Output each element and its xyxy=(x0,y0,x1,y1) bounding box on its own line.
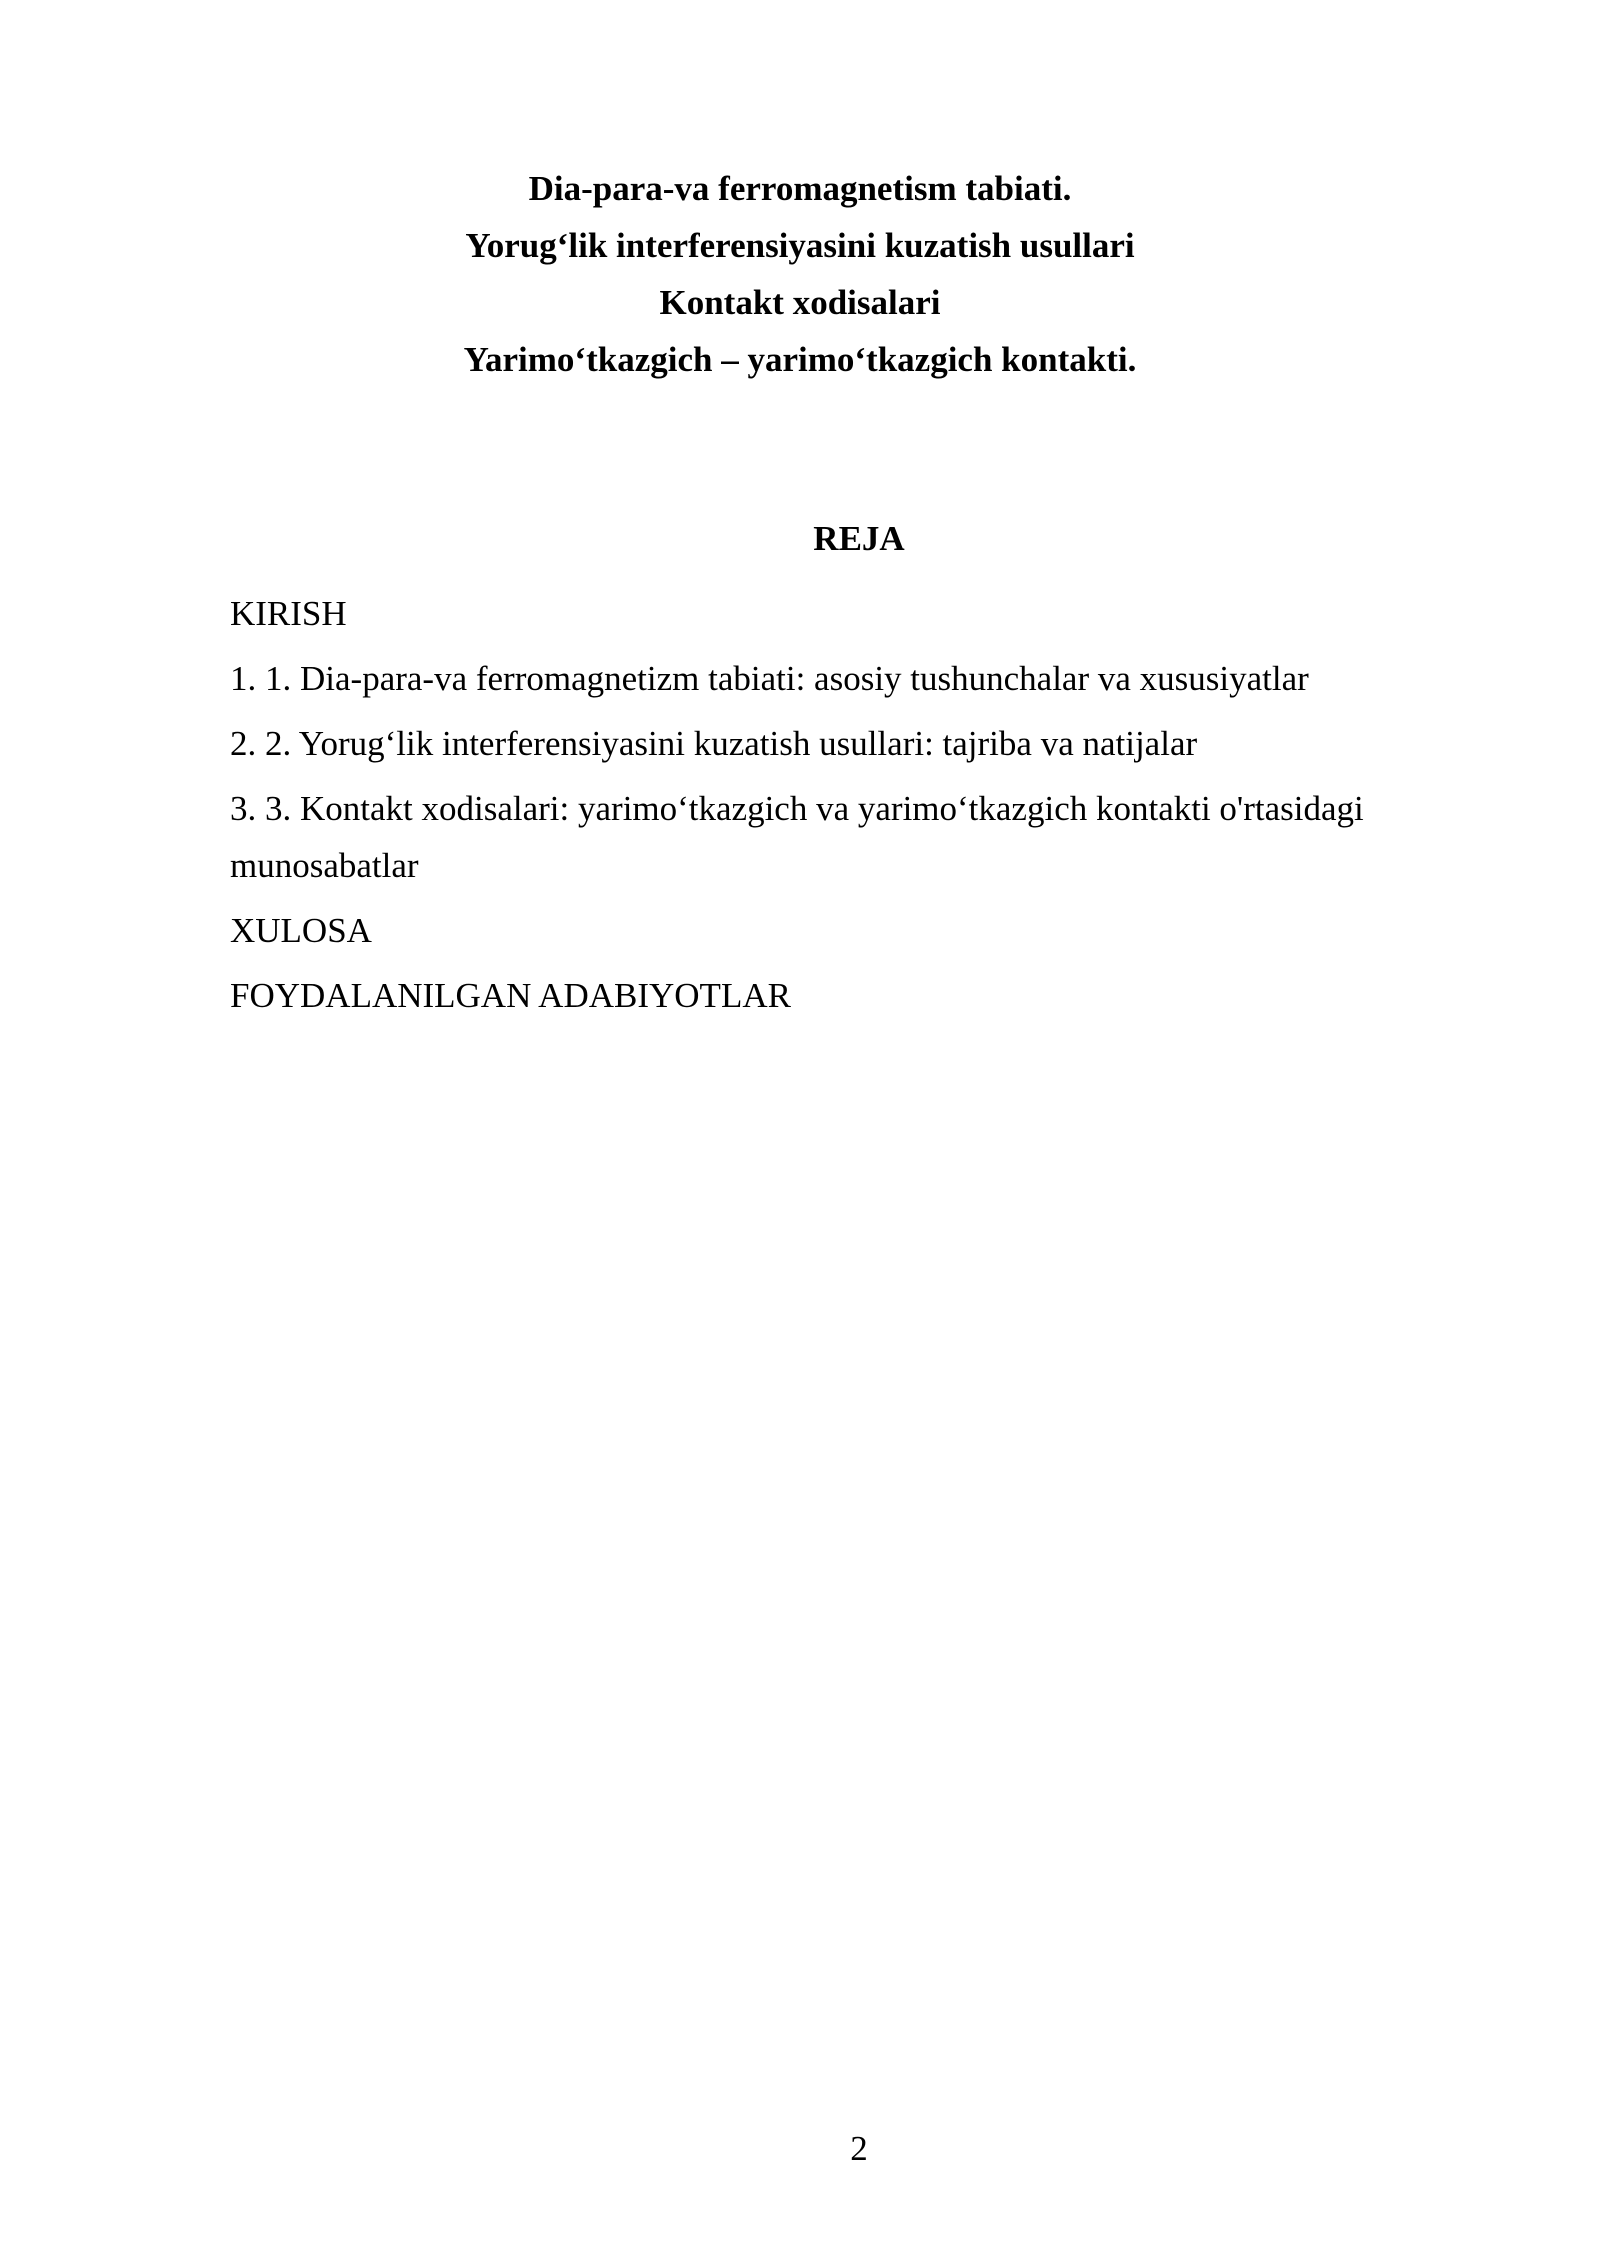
page-number: 2 xyxy=(850,2129,868,2168)
plan-item-references: FOYDALANILGAN ADABIYOTLAR xyxy=(230,976,791,1015)
title-line-1: Dia-para-va ferromagnetism tabiati. xyxy=(528,169,1072,208)
plan-item-introduction: KIRISH xyxy=(230,594,347,633)
title-block xyxy=(0,160,1600,388)
plan-item-2: 2. 2. Yorug‘lik interferensiyasini kuzatish usullari: tajriba va natijalar xyxy=(230,724,1198,763)
plan-heading: REJA xyxy=(813,519,905,558)
title-line-2: Yorug‘lik interferensiyasini kuzatish usullari xyxy=(465,226,1135,265)
title-line-4: Yarimo‘tkazgich – yarimo‘tkazgich kontakti. xyxy=(463,340,1137,379)
title-line-3: Kontakt xodisalari xyxy=(659,283,941,322)
plan-item-1: 1. 1. Dia-para-va ferromagnetizm tabiati: asosiy tushunchalar va xususiyatlar xyxy=(230,659,1309,698)
plan-item-conclusion: XULOSA xyxy=(230,911,372,950)
plan-list xyxy=(230,585,1470,1032)
plan-item-3: 3. 3. Kontakt xodisalari: yarimo‘tkazgich va yarimo‘tkazgich kontakti o'rtasidagi munosabatlar xyxy=(230,789,1364,885)
